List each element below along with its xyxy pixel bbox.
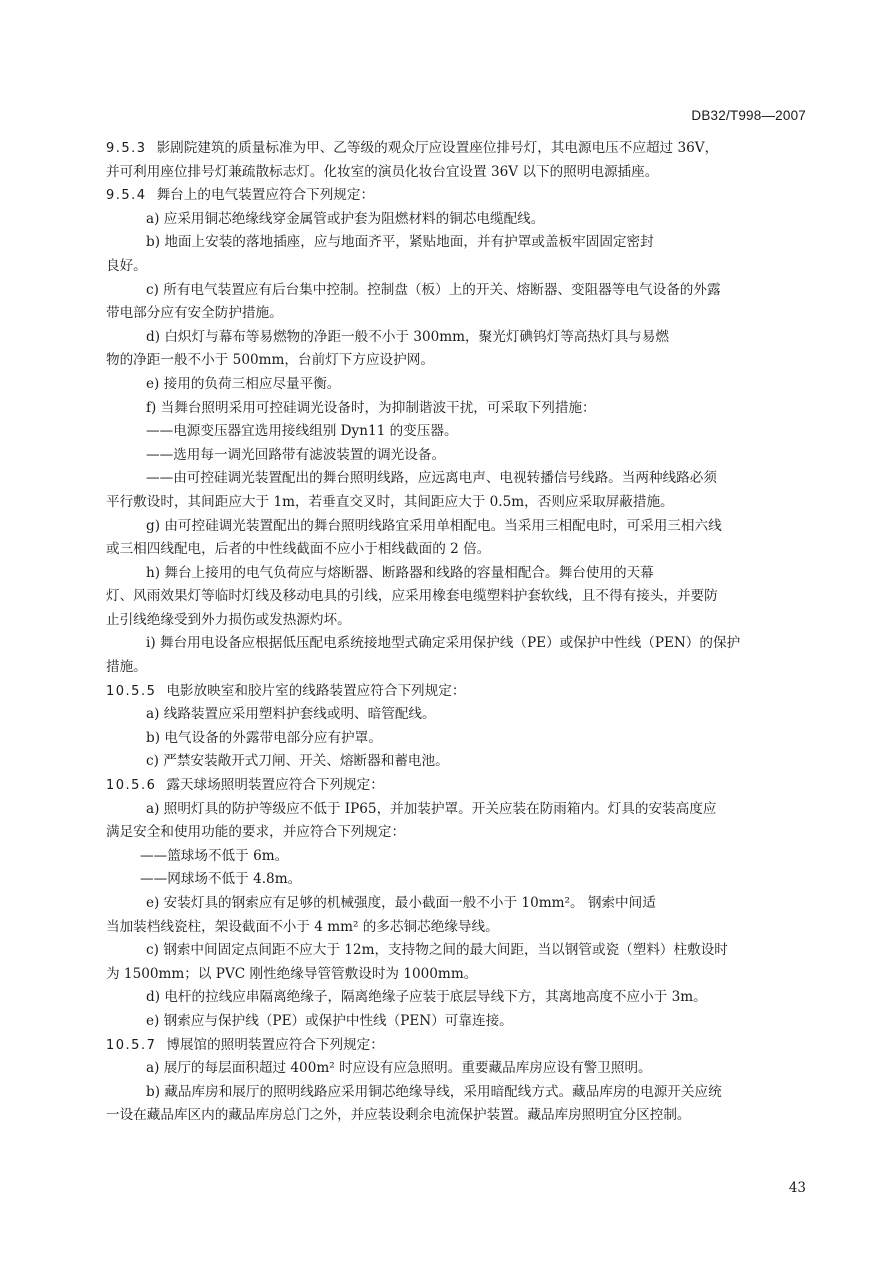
paragraph-line: 为 1500mm；以 PVC 刚性绝缘导管管敷设时为 1000mm。 — [106, 965, 478, 982]
list-item: e) 钢索应与保护线（PE）或保护中性线（PEN）可靠连接。 — [146, 1012, 513, 1029]
document-body — [106, 137, 808, 1128]
dash-item: ——网球场不低于 4.8m。 — [140, 871, 302, 888]
page-number: 43 — [788, 1180, 806, 1196]
list-item: b) 藏品库房和展厅的照明线路应采用铜芯绝缘导线，采用暗配线方式。藏品库房的电源开关应统 — [146, 1083, 722, 1100]
list-item: h) 舞台上接用的电气负荷应与熔断器、断路器和线路的容量相配合。舞台使用的天幕 — [146, 564, 654, 581]
dash-item: ——电源变压器宜选用接线组别 Dyn11 的变压器。 — [146, 423, 458, 440]
paragraph-line: 或三相四线配电，后者的中性线截面不应小于相线截面的 2 倍。 — [106, 541, 491, 558]
dash-item: ——选用每一调光回路带有滤波装置的调光设备。 — [146, 446, 446, 463]
paragraph-line: 止引线绝缘受到外力损伤或发热源灼坏。 — [106, 611, 351, 628]
list-item: a) 应采用铜芯绝缘线穿金属管或护套为阻燃材料的铜芯电缆配线。 — [146, 210, 545, 227]
clause-heading: 9.5.3 影剧院建筑的质量标准为甲、乙等级的观众厅应设置座位排号灯，其电源电压不应超过 36V， — [106, 140, 719, 156]
clause-heading: 10.5.7 博展馆的照明装置应符合下列规定： — [106, 1036, 384, 1053]
clause-number: 10.5.7 — [106, 1037, 157, 1053]
list-item: i) 舞台用电设备应根据低压配电系统接地型式确定采用保护线（PE）或保护中性线（PEN）的保护 — [146, 635, 741, 652]
list-item: d) 电杆的拉线应串隔离绝缘子，隔离绝缘子应装于底层导线下方，其离地高度不应小于 3m。 — [146, 989, 707, 1006]
paragraph-line: 措施。 — [106, 659, 147, 676]
list-item: e) 接用的负荷三相应尽量平衡。 — [146, 375, 341, 392]
clause-number: 9.5.3 — [106, 141, 147, 156]
list-item: f) 当舞台照明采用可控硅调光设备时，为抑制谐波干扰，可采取下列措施： — [146, 399, 596, 416]
clause-number: 9.5.4 — [106, 188, 147, 204]
list-item: c) 钢索中间固定点间距不应大于 12m，支持物之间的最大间距，当以钢管或瓷（塑料）柱敷设时 — [146, 942, 728, 959]
list-item: b) 地面上安装的落地插座，应与地面齐平，紧贴地面，并有护罩或盖板牢固固定密封 — [146, 234, 654, 251]
list-item: b) 电气设备的外露带电部分应有护罩。 — [146, 729, 382, 746]
paragraph-line: 一设在藏品库区内的藏品库房总门之外，并应装设剩余电流保护装置。藏品库房照明宜分区控制。 — [106, 1107, 691, 1124]
paragraph-line: 物的净距一般不小于 500mm，台前灯下方应设护网。 — [106, 352, 434, 369]
dash-item: ——由可控硅调光装置配出的舞台照明线路，应远离电声、电视转播信号线路。当两种线路必须 — [146, 470, 717, 487]
list-item: a) 展厅的每层面积超过 400m² 时应设有应急照明。重要藏品库房应设有警卫照明。 — [146, 1060, 652, 1077]
paragraph-line: 良好。 — [106, 257, 147, 274]
list-item: a) 照明灯具的防护等级应不低于 IP65，并加装护罩。开关应装在防雨箱内。灯具的安装高度应 — [146, 800, 717, 817]
list-item: e) 安装灯具的钢索应有足够的机械强度，最小截面一般不小于 10mm²。 钢索中间适 — [146, 895, 656, 911]
dash-item: ——篮球场不低于 6m。 — [140, 847, 289, 864]
list-item: a) 线路装置应采用塑料护套线或明、暗管配线。 — [146, 706, 436, 723]
clause-heading: 10.5.5 电影放映室和胶片室的线路装置应符合下列规定： — [106, 682, 466, 699]
list-item: c) 所有电气装置应有后台集中控制。控制盘（板）上的开关、熔断器、变阻器等电气设备的外露 — [146, 281, 721, 298]
list-item: c) 严禁安装敞开式刀闸、开关、熔断器和蓄电池。 — [146, 753, 449, 770]
clause-heading: 9.5.4 舞台上的电气装置应符合下列规定： — [106, 187, 375, 204]
clause-number: 10.5.5 — [106, 683, 157, 699]
clause-heading: 10.5.6 露天球场照明装置应符合下列规定： — [106, 777, 384, 794]
paragraph-line: 当加装档线瓷柱，架设截面不小于 4 mm² 的多芯铜芯绝缘导线。 — [106, 918, 499, 935]
list-item: d) 白炽灯与幕布等易燃物的净距一般不小于 300mm，聚光灯碘钨灯等高热灯具与易燃 — [146, 328, 669, 345]
standard-code: DB32/T998—2007 — [691, 108, 806, 123]
paragraph-line: 灯、风雨效果灯等临时灯线及移动电具的引线，应采用橡套电缆塑料护套软线，且不得有接头，并要防 — [106, 588, 718, 605]
list-item: g) 由可控硅调光装置配出的舞台照明线路宜采用单相配电。当采用三相配电时，可采用三相六线 — [146, 517, 722, 534]
paragraph-line: 满足安全和使用功能的要求，并应符合下列规定： — [106, 824, 406, 841]
paragraph-line: 并可利用座位排号灯兼疏散标志灯。化妆室的演员化妆台宜设置 36V 以下的照明电源插座。 — [106, 163, 659, 180]
clause-number: 10.5.6 — [106, 778, 157, 794]
paragraph-line: 平行敷设时，其间距应大于 1m，若垂直交叉时，其间距应大于 0.5m，否则应采取屏蔽措施。 — [106, 493, 674, 510]
paragraph-line: 带电部分应有安全防护措施。 — [106, 305, 283, 322]
